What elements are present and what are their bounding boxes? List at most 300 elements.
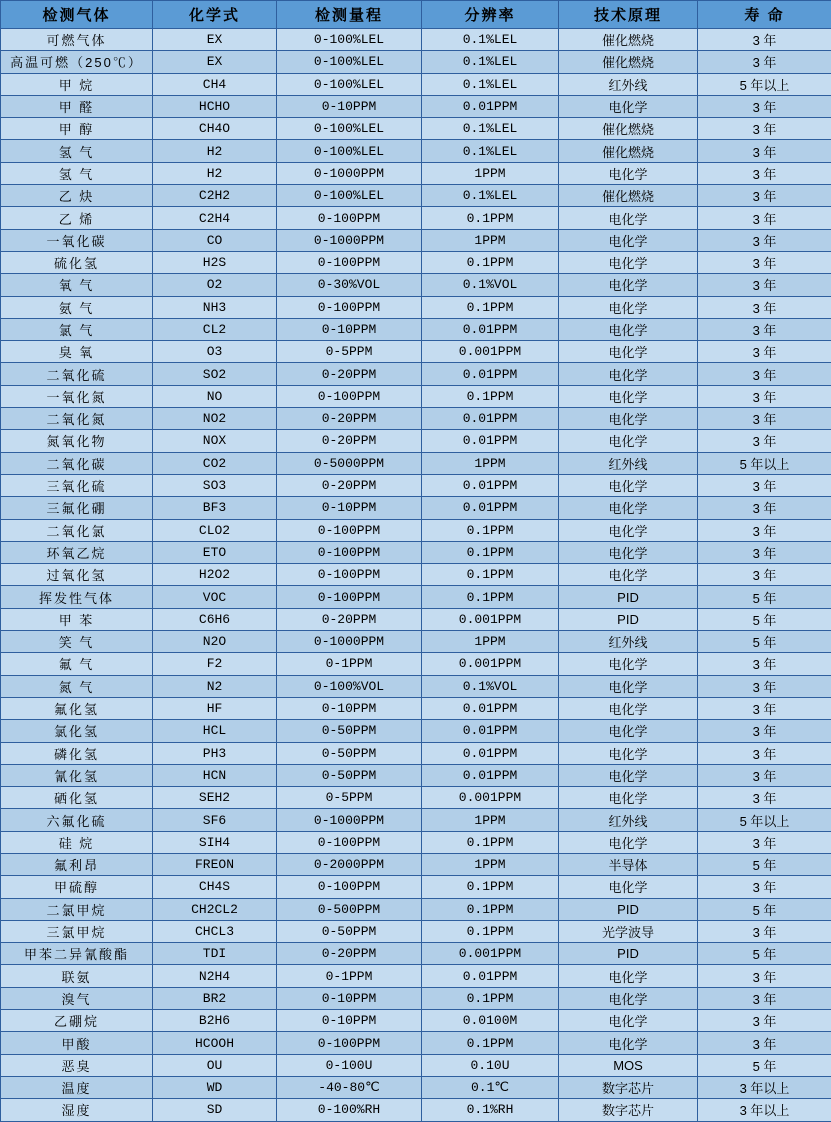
cell-chemical-formula: C6H6 [153, 608, 277, 630]
cell-gas-name: 甲 醇 [1, 118, 153, 140]
cell-lifetime: 3 年 [698, 229, 831, 251]
cell-technology: 电化学 [559, 296, 698, 318]
cell-measuring-range: 0-50PPM [277, 742, 422, 764]
cell-gas-name: 笑 气 [1, 631, 153, 653]
cell-measuring-range: 0-10PPM [277, 1010, 422, 1032]
cell-technology: PID [559, 586, 698, 608]
cell-chemical-formula: O2 [153, 274, 277, 296]
cell-chemical-formula: CH2CL2 [153, 898, 277, 920]
cell-resolution: 0.1%LEL [422, 73, 559, 95]
cell-gas-name: 乙 烯 [1, 207, 153, 229]
cell-chemical-formula: BR2 [153, 987, 277, 1009]
cell-lifetime: 3 年 [698, 274, 831, 296]
cell-gas-name: 溴气 [1, 987, 153, 1009]
cell-measuring-range: 0-10PPM [277, 95, 422, 117]
cell-chemical-formula: ETO [153, 541, 277, 563]
table-row [1, 653, 831, 675]
cell-chemical-formula: NH3 [153, 296, 277, 318]
cell-lifetime: 3 年 [698, 207, 831, 229]
cell-technology: 电化学 [559, 764, 698, 786]
cell-measuring-range: 0-100PPM [277, 296, 422, 318]
table-row [1, 1032, 831, 1054]
cell-measuring-range: 0-100%LEL [277, 51, 422, 73]
column-header-technology: 技术原理 [559, 1, 698, 29]
cell-resolution: 0.1PPM [422, 207, 559, 229]
cell-measuring-range: 0-50PPM [277, 720, 422, 742]
cell-chemical-formula: H2 [153, 162, 277, 184]
cell-technology: PID [559, 608, 698, 630]
cell-resolution: 0.001PPM [422, 608, 559, 630]
cell-technology: 电化学 [559, 987, 698, 1009]
cell-technology: 红外线 [559, 452, 698, 474]
cell-lifetime: 5 年以上 [698, 809, 831, 831]
table-row [1, 497, 831, 519]
cell-lifetime: 3 年以上 [698, 1099, 831, 1121]
table-row [1, 1076, 831, 1098]
column-header-chemical-formula: 化学式 [153, 1, 277, 29]
cell-lifetime: 5 年以上 [698, 452, 831, 474]
cell-technology: 数字芯片 [559, 1076, 698, 1098]
cell-chemical-formula: EX [153, 51, 277, 73]
cell-resolution: 0.1PPM [422, 987, 559, 1009]
cell-chemical-formula: OU [153, 1054, 277, 1076]
column-header-gas-name: 检测气体 [1, 1, 153, 29]
cell-gas-name: 氮氧化物 [1, 430, 153, 452]
table-row [1, 1010, 831, 1032]
cell-gas-name: 氟利昂 [1, 853, 153, 875]
cell-gas-name: 二氧化氮 [1, 408, 153, 430]
cell-technology: 电化学 [559, 430, 698, 452]
cell-measuring-range: 0-100PPM [277, 1032, 422, 1054]
cell-resolution: 0.1%VOL [422, 274, 559, 296]
cell-chemical-formula: HCL [153, 720, 277, 742]
cell-measuring-range: 0-100PPM [277, 564, 422, 586]
cell-technology: 电化学 [559, 564, 698, 586]
cell-technology: 电化学 [559, 474, 698, 496]
cell-gas-name: 湿度 [1, 1099, 153, 1121]
table-row [1, 140, 831, 162]
cell-gas-name: 恶臭 [1, 1054, 153, 1076]
cell-measuring-range: 0-5000PPM [277, 452, 422, 474]
table-row [1, 1099, 831, 1121]
cell-resolution: 0.10U [422, 1054, 559, 1076]
cell-technology: 电化学 [559, 385, 698, 407]
cell-gas-name: 高温可燃（250℃） [1, 51, 153, 73]
table-row [1, 474, 831, 496]
table-row [1, 95, 831, 117]
cell-technology: 催化燃烧 [559, 185, 698, 207]
table-row [1, 251, 831, 273]
cell-measuring-range: 0-10PPM [277, 697, 422, 719]
cell-lifetime: 5 年 [698, 853, 831, 875]
cell-gas-name: 三氯甲烷 [1, 920, 153, 942]
table-row [1, 29, 831, 51]
cell-measuring-range: 0-20PPM [277, 608, 422, 630]
cell-lifetime: 3 年 [698, 118, 831, 140]
table-row [1, 831, 831, 853]
cell-chemical-formula: SO3 [153, 474, 277, 496]
cell-lifetime: 3 年 [698, 519, 831, 541]
cell-chemical-formula: C2H2 [153, 185, 277, 207]
cell-resolution: 0.1℃ [422, 1076, 559, 1098]
cell-resolution: 0.1PPM [422, 385, 559, 407]
cell-gas-name: 温度 [1, 1076, 153, 1098]
cell-gas-name: 环氧乙烷 [1, 541, 153, 563]
cell-resolution: 1PPM [422, 853, 559, 875]
cell-gas-name: 氯 气 [1, 318, 153, 340]
cell-measuring-range: 0-2000PPM [277, 853, 422, 875]
cell-lifetime: 3 年 [698, 408, 831, 430]
cell-gas-name: 甲 醛 [1, 95, 153, 117]
cell-resolution: 0.01PPM [422, 697, 559, 719]
cell-chemical-formula: NOX [153, 430, 277, 452]
table-row [1, 274, 831, 296]
cell-technology: 红外线 [559, 73, 698, 95]
cell-lifetime: 3 年 [698, 296, 831, 318]
column-header-resolution: 分辨率 [422, 1, 559, 29]
cell-resolution: 0.1%LEL [422, 29, 559, 51]
cell-measuring-range: 0-100PPM [277, 251, 422, 273]
column-header-measuring-range: 检测量程 [277, 1, 422, 29]
cell-lifetime: 3 年 [698, 385, 831, 407]
cell-measuring-range: 0-100%LEL [277, 118, 422, 140]
cell-lifetime: 5 年 [698, 898, 831, 920]
cell-resolution: 0.001PPM [422, 341, 559, 363]
table-row [1, 965, 831, 987]
cell-technology: PID [559, 943, 698, 965]
table-row [1, 809, 831, 831]
cell-technology: PID [559, 898, 698, 920]
cell-gas-name: 氧 气 [1, 274, 153, 296]
cell-lifetime: 3 年 [698, 564, 831, 586]
cell-resolution: 0.01PPM [422, 497, 559, 519]
cell-resolution: 0.01PPM [422, 965, 559, 987]
table-row [1, 564, 831, 586]
table-row [1, 162, 831, 184]
cell-resolution: 0.01PPM [422, 408, 559, 430]
table-body [1, 29, 831, 1122]
cell-technology: 红外线 [559, 809, 698, 831]
cell-lifetime: 3 年以上 [698, 1076, 831, 1098]
cell-lifetime: 5 年 [698, 586, 831, 608]
cell-measuring-range: 0-10PPM [277, 318, 422, 340]
cell-gas-name: 六氟化硫 [1, 809, 153, 831]
cell-chemical-formula: EX [153, 29, 277, 51]
table-row [1, 229, 831, 251]
cell-chemical-formula: NO [153, 385, 277, 407]
cell-resolution: 0.01PPM [422, 318, 559, 340]
cell-resolution: 0.1PPM [422, 541, 559, 563]
cell-technology: 电化学 [559, 341, 698, 363]
cell-chemical-formula: H2O2 [153, 564, 277, 586]
table-row [1, 207, 831, 229]
cell-gas-name: 硒化氢 [1, 787, 153, 809]
cell-technology: 电化学 [559, 162, 698, 184]
cell-lifetime: 3 年 [698, 1032, 831, 1054]
cell-gas-name: 二氧化碳 [1, 452, 153, 474]
table-row [1, 697, 831, 719]
table-row [1, 1054, 831, 1076]
cell-lifetime: 3 年 [698, 95, 831, 117]
cell-lifetime: 3 年 [698, 162, 831, 184]
cell-lifetime: 3 年 [698, 318, 831, 340]
cell-gas-name: 一氧化碳 [1, 229, 153, 251]
cell-chemical-formula: N2O [153, 631, 277, 653]
cell-resolution: 0.001PPM [422, 653, 559, 675]
cell-gas-name: 氨 气 [1, 296, 153, 318]
cell-measuring-range: 0-100%LEL [277, 140, 422, 162]
cell-gas-name: 氢 气 [1, 140, 153, 162]
cell-resolution: 0.1PPM [422, 564, 559, 586]
table-row [1, 318, 831, 340]
cell-measuring-range: 0-20PPM [277, 943, 422, 965]
cell-lifetime: 3 年 [698, 474, 831, 496]
table-row [1, 296, 831, 318]
cell-gas-name: 甲酸 [1, 1032, 153, 1054]
cell-technology: 电化学 [559, 318, 698, 340]
cell-lifetime: 3 年 [698, 430, 831, 452]
cell-resolution: 0.1PPM [422, 519, 559, 541]
cell-gas-name: 过氧化氢 [1, 564, 153, 586]
cell-lifetime: 3 年 [698, 251, 831, 273]
cell-measuring-range: 0-1000PPM [277, 809, 422, 831]
cell-technology: 电化学 [559, 720, 698, 742]
cell-lifetime: 3 年 [698, 742, 831, 764]
table-header-row [1, 1, 831, 29]
cell-technology: 电化学 [559, 742, 698, 764]
cell-measuring-range: 0-20PPM [277, 363, 422, 385]
cell-lifetime: 3 年 [698, 876, 831, 898]
cell-chemical-formula: NO2 [153, 408, 277, 430]
cell-chemical-formula: CH4S [153, 876, 277, 898]
cell-measuring-range: 0-5PPM [277, 787, 422, 809]
cell-technology: 光学波导 [559, 920, 698, 942]
cell-gas-name: 二氧化氯 [1, 519, 153, 541]
cell-measuring-range: 0-100U [277, 1054, 422, 1076]
cell-resolution: 0.1PPM [422, 831, 559, 853]
cell-chemical-formula: HCOOH [153, 1032, 277, 1054]
cell-measuring-range: 0-100PPM [277, 207, 422, 229]
cell-measuring-range: 0-50PPM [277, 920, 422, 942]
cell-resolution: 1PPM [422, 162, 559, 184]
table-row [1, 408, 831, 430]
cell-measuring-range: 0-100PPM [277, 385, 422, 407]
table-row [1, 341, 831, 363]
cell-gas-name: 甲苯二异氰酸酯 [1, 943, 153, 965]
cell-technology: 电化学 [559, 408, 698, 430]
cell-measuring-range: 0-100PPM [277, 519, 422, 541]
cell-measuring-range: 0-20PPM [277, 474, 422, 496]
table-row [1, 853, 831, 875]
cell-technology: 电化学 [559, 876, 698, 898]
cell-chemical-formula: F2 [153, 653, 277, 675]
cell-resolution: 0.1PPM [422, 296, 559, 318]
cell-measuring-range: 0-100%LEL [277, 73, 422, 95]
cell-measuring-range: 0-100PPM [277, 541, 422, 563]
table-row [1, 118, 831, 140]
cell-lifetime: 3 年 [698, 764, 831, 786]
column-header-lifetime: 寿 命 [698, 1, 831, 29]
cell-resolution: 0.1%RH [422, 1099, 559, 1121]
cell-measuring-range: 0-50PPM [277, 764, 422, 786]
cell-resolution: 0.01PPM [422, 742, 559, 764]
table-row [1, 898, 831, 920]
cell-technology: 电化学 [559, 965, 698, 987]
cell-resolution: 0.001PPM [422, 787, 559, 809]
cell-chemical-formula: N2 [153, 675, 277, 697]
cell-resolution: 0.1PPM [422, 1032, 559, 1054]
cell-technology: 红外线 [559, 631, 698, 653]
cell-measuring-range: 0-10PPM [277, 987, 422, 1009]
cell-chemical-formula: O3 [153, 341, 277, 363]
cell-lifetime: 3 年 [698, 965, 831, 987]
cell-resolution: 0.1%VOL [422, 675, 559, 697]
cell-chemical-formula: BF3 [153, 497, 277, 519]
cell-chemical-formula: B2H6 [153, 1010, 277, 1032]
cell-chemical-formula: SF6 [153, 809, 277, 831]
table-row [1, 742, 831, 764]
cell-technology: 电化学 [559, 653, 698, 675]
cell-gas-name: 氟化氢 [1, 697, 153, 719]
cell-lifetime: 3 年 [698, 497, 831, 519]
table-row [1, 73, 831, 95]
table-row [1, 185, 831, 207]
cell-measuring-range: 0-10PPM [277, 497, 422, 519]
table-row [1, 430, 831, 452]
cell-gas-name: 氰化氢 [1, 764, 153, 786]
table-row [1, 764, 831, 786]
cell-technology: 数字芯片 [559, 1099, 698, 1121]
table-row [1, 787, 831, 809]
cell-gas-name: 甲硫醇 [1, 876, 153, 898]
cell-chemical-formula: C2H4 [153, 207, 277, 229]
cell-lifetime: 5 年 [698, 943, 831, 965]
cell-chemical-formula: H2S [153, 251, 277, 273]
cell-lifetime: 3 年 [698, 675, 831, 697]
cell-lifetime: 5 年以上 [698, 73, 831, 95]
cell-gas-name: 氯化氢 [1, 720, 153, 742]
cell-gas-name: 甲 苯 [1, 608, 153, 630]
cell-lifetime: 3 年 [698, 140, 831, 162]
cell-resolution: 0.1PPM [422, 876, 559, 898]
cell-gas-name: 联氨 [1, 965, 153, 987]
cell-lifetime: 3 年 [698, 653, 831, 675]
table-row [1, 363, 831, 385]
cell-resolution: 0.1PPM [422, 898, 559, 920]
cell-resolution: 0.1%LEL [422, 185, 559, 207]
cell-lifetime: 3 年 [698, 697, 831, 719]
cell-chemical-formula: CH4O [153, 118, 277, 140]
table-row [1, 608, 831, 630]
table-row [1, 452, 831, 474]
cell-resolution: 0.1%LEL [422, 118, 559, 140]
cell-resolution: 0.1%LEL [422, 51, 559, 73]
cell-technology: 电化学 [559, 1032, 698, 1054]
cell-gas-name: 氮 气 [1, 675, 153, 697]
cell-technology: 电化学 [559, 1010, 698, 1032]
cell-chemical-formula: HCN [153, 764, 277, 786]
cell-lifetime: 5 年 [698, 1054, 831, 1076]
table-row [1, 631, 831, 653]
cell-chemical-formula: CHCL3 [153, 920, 277, 942]
cell-measuring-range: 0-100%RH [277, 1099, 422, 1121]
cell-technology: 电化学 [559, 251, 698, 273]
cell-measuring-range: 0-30%VOL [277, 274, 422, 296]
cell-gas-name: 甲 烷 [1, 73, 153, 95]
cell-chemical-formula: SIH4 [153, 831, 277, 853]
cell-technology: 电化学 [559, 363, 698, 385]
table-row [1, 920, 831, 942]
cell-chemical-formula: CL2 [153, 318, 277, 340]
cell-chemical-formula: SO2 [153, 363, 277, 385]
cell-gas-name: 可燃气体 [1, 29, 153, 51]
cell-gas-name: 一氧化氮 [1, 385, 153, 407]
cell-technology: 催化燃烧 [559, 51, 698, 73]
cell-resolution: 0.1PPM [422, 251, 559, 273]
cell-technology: 催化燃烧 [559, 118, 698, 140]
cell-resolution: 1PPM [422, 809, 559, 831]
cell-gas-name: 氢 气 [1, 162, 153, 184]
cell-gas-name: 磷化氢 [1, 742, 153, 764]
cell-technology: 电化学 [559, 519, 698, 541]
cell-gas-name: 乙硼烷 [1, 1010, 153, 1032]
cell-lifetime: 3 年 [698, 720, 831, 742]
cell-resolution: 0.01PPM [422, 720, 559, 742]
cell-lifetime: 3 年 [698, 341, 831, 363]
cell-lifetime: 3 年 [698, 787, 831, 809]
cell-measuring-range: 0-20PPM [277, 430, 422, 452]
cell-gas-name: 三氧化硫 [1, 474, 153, 496]
cell-measuring-range: 0-20PPM [277, 408, 422, 430]
cell-resolution: 0.0100M [422, 1010, 559, 1032]
cell-resolution: 0.1PPM [422, 920, 559, 942]
cell-resolution: 0.01PPM [422, 430, 559, 452]
table-row [1, 586, 831, 608]
cell-chemical-formula: N2H4 [153, 965, 277, 987]
cell-gas-name: 三氟化硼 [1, 497, 153, 519]
cell-gas-name: 乙 炔 [1, 185, 153, 207]
cell-technology: 半导体 [559, 853, 698, 875]
cell-chemical-formula: H2 [153, 140, 277, 162]
cell-technology: MOS [559, 1054, 698, 1076]
cell-lifetime: 3 年 [698, 363, 831, 385]
cell-chemical-formula: CLO2 [153, 519, 277, 541]
cell-lifetime: 3 年 [698, 51, 831, 73]
cell-technology: 电化学 [559, 675, 698, 697]
cell-measuring-range: 0-500PPM [277, 898, 422, 920]
table-row [1, 876, 831, 898]
cell-measuring-range: 0-100%VOL [277, 675, 422, 697]
cell-technology: 电化学 [559, 497, 698, 519]
table-row [1, 675, 831, 697]
cell-resolution: 1PPM [422, 452, 559, 474]
cell-chemical-formula: HF [153, 697, 277, 719]
cell-measuring-range: -40-80℃ [277, 1076, 422, 1098]
cell-resolution: 0.1PPM [422, 586, 559, 608]
cell-technology: 电化学 [559, 697, 698, 719]
cell-gas-name: 氟 气 [1, 653, 153, 675]
cell-gas-name: 二氧化硫 [1, 363, 153, 385]
cell-technology: 电化学 [559, 831, 698, 853]
cell-chemical-formula: HCHO [153, 95, 277, 117]
cell-measuring-range: 0-1PPM [277, 653, 422, 675]
table-row [1, 720, 831, 742]
cell-chemical-formula: CH4 [153, 73, 277, 95]
cell-technology: 电化学 [559, 274, 698, 296]
cell-measuring-range: 0-1000PPM [277, 162, 422, 184]
cell-gas-name: 臭 氧 [1, 341, 153, 363]
cell-technology: 催化燃烧 [559, 140, 698, 162]
